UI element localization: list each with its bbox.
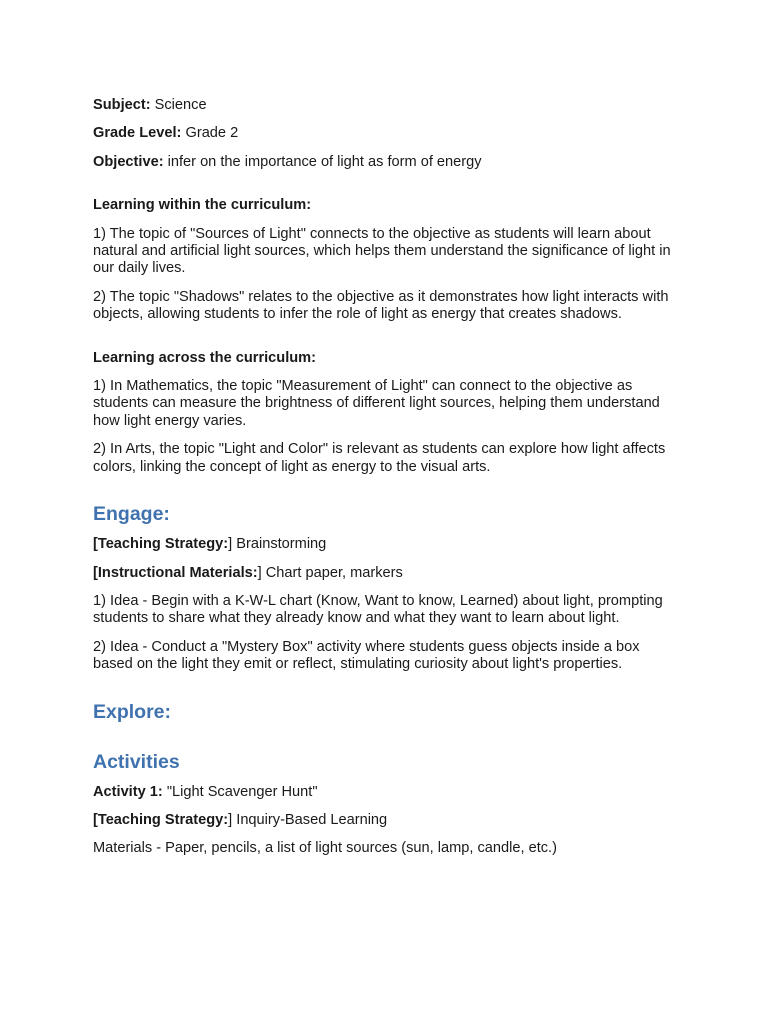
engage-idea: 2) Idea - Conduct a "Mystery Box" activity where students guess objects inside a box based on the light they emit or reflect, stimulating curiosity about light's properties.: [93, 638, 640, 673]
across-curriculum-item: 1) In Mathematics, the topic "Measurement of Light" can connect to the objective as students can measure the brightness of different light sources, helping them understand how light energy varies.: [93, 378, 660, 429]
explore-teaching-strategy: [93, 812, 683, 829]
lesson-plan-document: [93, 97, 683, 869]
engage-heading: Engage:: [93, 503, 170, 526]
within-curriculum-item: 1) The topic of "Sources of Light" connects to the objective as students will learn about natural and artificial light sources, which helps them understand the significance of light in our daily lives.: [93, 225, 671, 277]
across-curriculum-heading: Learning across the curriculum:: [93, 349, 317, 366]
objective-label: Objective:: [93, 153, 164, 170]
activities-heading: Activities: [93, 750, 180, 773]
grade-level-value: Grade 2: [185, 125, 239, 142]
activity-title: "Light Scavenger Hunt": [166, 783, 318, 800]
instructional-materials-label: [Instructional Materials:: [93, 564, 258, 581]
grade-level-label: Grade Level:: [93, 125, 182, 142]
activity-materials: Materials - Paper, pencils, a list of light sources (sun, lamp, candle, etc.): [93, 840, 557, 857]
subject-label: Subject:: [93, 97, 151, 113]
subject-value: Science: [154, 97, 207, 113]
activity-1-line: [93, 784, 683, 801]
engage-instructional-materials: [93, 565, 683, 582]
engage-idea: 1) Idea - Begin with a K-W-L chart (Know, Want to know, Learned) about light, prompting students to share what they already know and what they want to learn about light.: [93, 592, 663, 627]
teaching-strategy-value: ] Inquiry-Based Learning: [228, 811, 388, 828]
teaching-strategy-value: ] Brainstorming: [228, 536, 327, 553]
engage-teaching-strategy: [93, 536, 683, 553]
grade-level-line: [93, 125, 683, 142]
explore-heading: Explore:: [93, 700, 172, 723]
within-curriculum-heading: Learning within the curriculum:: [93, 197, 312, 214]
objective-value: infer on the importance of light as form of energy: [167, 153, 482, 170]
instructional-materials-value: ] Chart paper, markers: [257, 564, 403, 581]
within-curriculum-item: 2) The topic "Shadows" relates to the objective as it demonstrates how light interacts with objects, allowing students to infer the role of light as energy that creates shadows.: [93, 288, 669, 323]
activity-label: Activity 1:: [93, 783, 163, 800]
across-curriculum-item: 2) In Arts, the topic "Light and Color" is relevant as students can explore how light affects colors, linking the concept of light as energy to the visual arts.: [93, 441, 666, 475]
teaching-strategy-label: [Teaching Strategy:: [93, 811, 229, 828]
teaching-strategy-label: [Teaching Strategy:: [93, 536, 229, 553]
objective-line: [93, 154, 683, 171]
subject-line: [93, 97, 683, 114]
